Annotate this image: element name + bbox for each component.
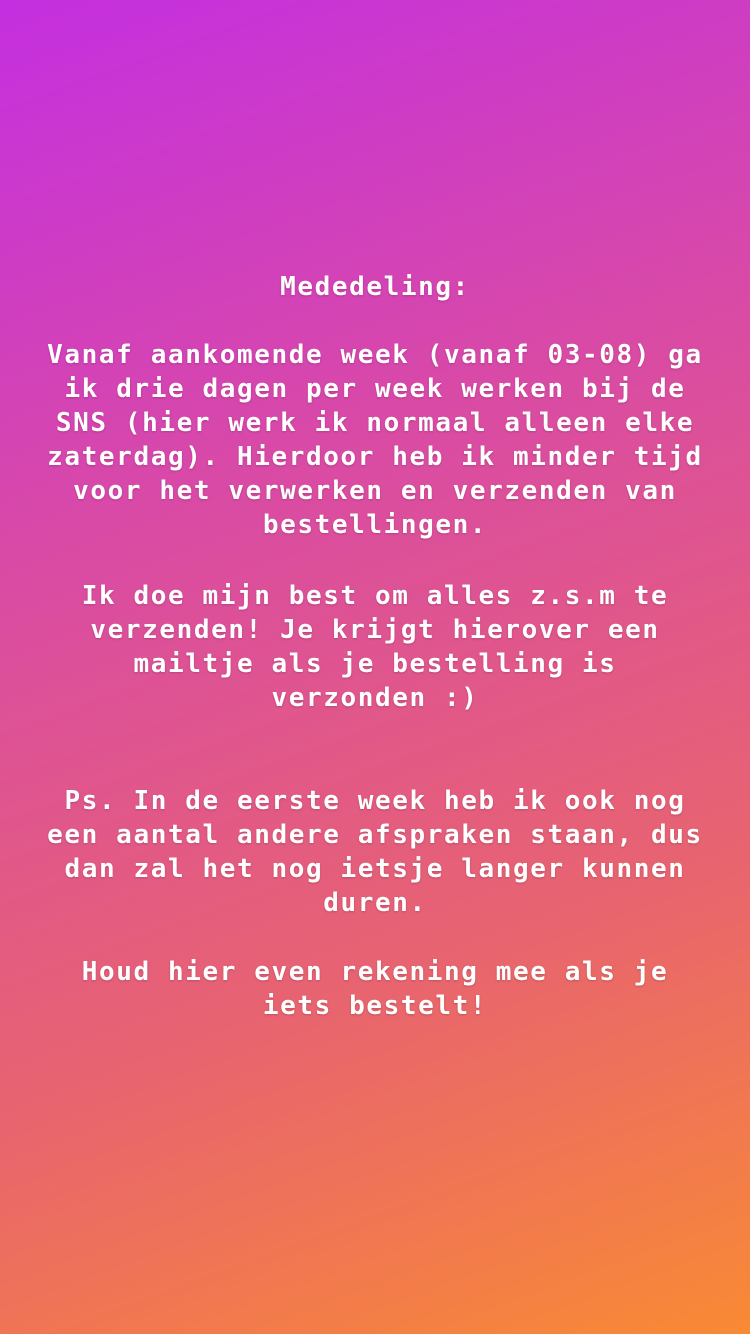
text-line: Ik doe mijn best om alles z.s.m te [81,581,669,611]
text-line: iets bestelt! [262,991,488,1021]
announcement-paragraph-work-schedule [20,338,730,542]
text-line: duren. [323,888,427,918]
text-line: een aantal andere afspraken staan, dus [47,820,703,850]
text-line: verzonden :) [271,683,479,713]
text-line: Ps. In de eerste week heb ik ook nog [64,786,686,816]
text-line: mailtje als je bestelling is [133,649,617,679]
text-line: Houd hier even rekening mee als je [81,957,669,987]
text-line: ik drie dagen per week werken bij de [64,374,686,404]
announcement-paragraph-closing [20,955,730,1023]
text-line: dan zal het nog ietsje langer kunnen [64,854,686,884]
announcement-paragraph-shipping [20,579,730,715]
text-line: bestellingen. [262,510,488,540]
text-line: Vanaf aankomende week (vanaf 03-08) ga [47,340,703,370]
text-line: verzenden! Je krijgt hierover een [90,615,660,645]
announcement-heading [20,270,730,304]
text-line: voor het verwerken en verzenden van [73,476,677,506]
heading-text: Mededeling: [280,272,470,302]
announcement-paragraph-postscript [20,784,730,920]
text-line: SNS (hier werk ik normaal alleen elke [55,408,695,438]
text-line: zaterdag). Hierdoor heb ik minder tijd [47,442,703,472]
